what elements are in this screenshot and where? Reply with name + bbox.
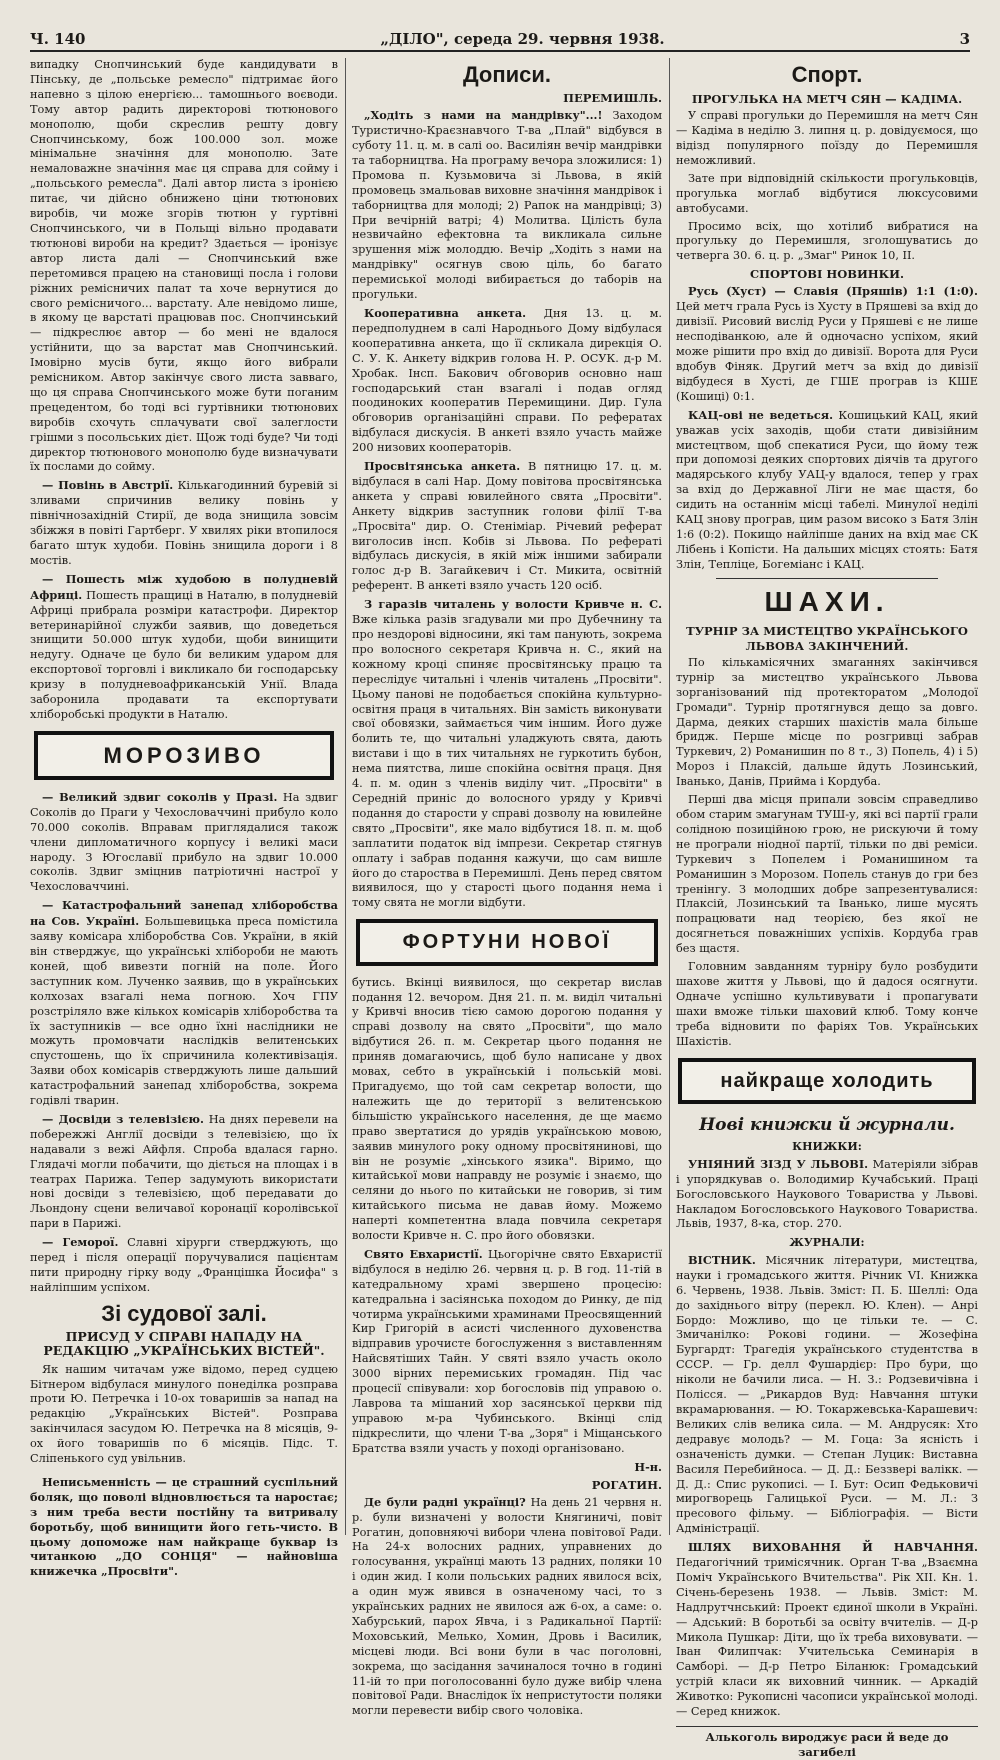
journal-entry bbox=[676, 1540, 978, 1720]
news-item-headline: Де були радні українці? bbox=[364, 1494, 526, 1509]
news-item bbox=[352, 1247, 662, 1457]
news-item-body: Цьогорічне свято Евхаристії відбулося в неділю 26. червня ц. р. В год. 11-тій в катедральному храмі звершено процесію: катедральна і засіянська походом до Ринку, де під чотирма українськими храминами Преосвященний Кир Григорій в асисті численного духовенства відправив урочисте богослуження з виставленням Найсвятіших Тайн. У святі взяло участь около 3000 вірних перемиських громадян. Під час процесії співували: хор богословів під управою о. Лаврова та мішаний хор засянської церкви під управою м-ра Чубинського. Вкінці слід підкреслити, що члени Т-ва „Зоря" і Міщанського Братства взяли участь у поході організовано. bbox=[352, 1247, 662, 1455]
news-item-headline: З гаразів читалень у волости Кривче н. С. bbox=[364, 597, 662, 612]
page-number-right: 3 bbox=[959, 30, 970, 48]
section-title-correspondence: Дописи. bbox=[462, 62, 552, 87]
news-item bbox=[30, 1112, 338, 1232]
article-continuation: бутись. Вкінці виявилося, що секретар вислав подання 12. вечором. Дня 21. п. м. виділ читальні у Кривчі вносив тією самою дорогою подання у справі дозволу на свято „Просвіти", що мало відбутися 26. п. м. Секретар цього подання не приняв домагаючись, щоб було написане у двох мовах, себто в українській і польській мові. Пригадуємо, що той сам секретар волости, що належить ще до території з велитенською більшістю українського населення, де ще маємо право звертатися до урядів українською мовою, заявив минулого року одному просвітянинові, що він не розуміє „хінського язика". Віримо, що китайської мови направду не розуміє і знаємо, що селяни до нього по китайськи не говорив, зі тим китайського письма не давав йому. Можемо наперті компетентна влада повчила секретаря волости Кривче н. С. про його обовязки. bbox=[352, 975, 662, 1243]
chess-subheadline: ТУРНІР ЗА МИСТЕЦТВО УКРАЇНСЬКОГО ЛЬВОВА ЗАКІНЧЕНИЙ. bbox=[686, 623, 968, 653]
journal-title: ШЛЯХ ВИХОВАННЯ Й НАВЧАННЯ. bbox=[688, 1540, 978, 1555]
column-divider bbox=[669, 58, 670, 1535]
news-item-body: На здвиг Соколів до Праги у Чехословаччині прибуло коло 70.000 соколів. Вправам приглядалися також члени дипломатичного корпусу і великі маси народу. З Югославії прибуло на здвиг 10.000 соколів. Здвиг зміцнив патріотичні настрої у Чехословаччині. bbox=[30, 790, 338, 894]
book-title: УНІЯНИЙ ЗІЗД У ЛЬВОВІ. bbox=[688, 1156, 869, 1171]
chess-paragraph: Головним завданням турніру було розбудити шахове життя у Львові, що й дадося осягнути. Одначе успішно культивувати і пропагувати шахи вможе тільки шаховий клюб. Тому конче треба відновити по фаріях Тов. Українських Шахістів. bbox=[676, 960, 978, 1048]
section-title-books: Нові книжки й журнали. bbox=[699, 1114, 955, 1135]
news-item-body: Дня 13. ц. м. передполуднем в салі Народнього Дому відбулася кооперативна анкета, що її скликала дирекція О. С. У. К. Анкету відкрив голова Н. Р. ОСУК. д-р М. Хробак. Інсп. Бакович обговорив основно наш господарський стан взагалі і подав огляд поодиноких кооператив Перемищини. Дир. Гула обговорив організаційні справи. По рефератах відбулася дискусія. В анкеті взяло участь майже 200 низових кооператорів. bbox=[352, 306, 662, 455]
news-item-headline: — Геморої. bbox=[42, 1235, 119, 1250]
news-item bbox=[352, 1495, 662, 1720]
court-article: Як нашим читачам уже відомо, перед судцею Бітнером відбулася минулого понеділка розправа проти Ю. Петречка і 10-ох товаришів за напад на редакцію „Українських Вістей". Розправа закінчилася засудом Ю. Петречка на 8 місяців, 9-ох його товаришів по 6 місяців. Підс. Т. Сліпенького суд увільнив. bbox=[30, 1362, 338, 1466]
news-item bbox=[30, 478, 338, 568]
news-item-headline: Кооперативна анкета. bbox=[364, 305, 527, 320]
news-item bbox=[352, 108, 662, 303]
news-item-body: Вже кілька разів згадували ми про Дубечнину та про нездорові відносини, які там панують, зокрема про волосного секретаря Кривча н. С., який на кожному кроці спиняє просвітянську працю та переслідує читальні і членів читалень „Просвіти". Цьому панові не подобається спокійна культурно-освітня праця в читальнях. Він замість виконувати свої обовязки, займається чим іншим. Його дуже болить те, що читальні уладжують свята, дають вистави і що в тих читальнях не гуркотить бубон, нема пиятства, лише спокійна освітня праця. Дня 4. п. м. один з членів виділу чит. „Просвіти" в Середній приніс до волосного уряду у Кривчі подання до старости у справі дозволу на ювилейне свято „Просвіти", яке мало відбутися 18. п. м. щоб заплатити податок від імпрези. Секретар стягнув оплату і забрав подання кажучи, що сам вишле його до староства в Перемишлі. День перед святом виявилося, що у старості цього подання нема і тому свята не могли відбути. bbox=[352, 613, 662, 910]
news-item bbox=[30, 790, 338, 895]
news-item bbox=[676, 284, 978, 404]
section-divider bbox=[716, 578, 938, 579]
sport-paragraph: Зате при відповідній скількости прогульковців, прогулька моглаб відбутися люксусовими автобусами. bbox=[676, 171, 978, 215]
news-item-headline: КАЦ-ові не ведеться. bbox=[688, 407, 834, 422]
bottom-slogan: Алькоголь вироджує раси й веде до загибелі bbox=[676, 1726, 978, 1760]
sport-paragraph: У справі прогульки до Перемишля на метч Сян — Кадіма в неділю 3. липня ц. р. довідуємося, що відізд популярного поїзду до Перемишля неможливий. bbox=[676, 109, 978, 167]
court-subheadline: ПРИСУД У СПРАВІ НАПАДУ НА РЕДАКЦІЮ „УКРАЇНСЬКИХ ВІСТЕЙ". bbox=[43, 1328, 325, 1359]
news-item-headline: — Повінь в Австрії. bbox=[42, 478, 174, 493]
author-signature: Н-н. bbox=[634, 1459, 662, 1474]
masthead bbox=[30, 26, 970, 52]
section-title-court: Зі судової залі. bbox=[101, 1300, 267, 1326]
journal-title: ВІСТНИК. bbox=[688, 1252, 756, 1267]
news-item bbox=[30, 572, 338, 723]
literacy-notice: Неписьменність — це страшний суспільний боляк, що поволі відновлюється та наростає; з ним треба вести постійну та витривалу боротьбу, щоб винищити його геть-чисто. В цьому допоможе нам найкраще буквар із читанкою „ДО СОНЦЯ" — найновіша книжечка „Просвіти". bbox=[30, 1474, 338, 1579]
chess-paragraph: Перші два місця припали зовсім справедливо обом старим змагунам ТУШ-у, які всі партії грали солідною позиційною грою, не рискуючи й тому не програли ніодної партії, тільки по дві реміси. Туркевич з Попелем і Романишином та Романишин з Морозом. Попель станув до гри без тренінгу. З молодших добре запрезентувалися: Плаксій, Лозинський та Іванько, лише мусять попрацювати над теорією, без якої не досягнеться поважніших успіхів. Кордуба грав без щастя. bbox=[676, 793, 978, 956]
ad-naikrashche-kholodyt: найкраще холодить bbox=[678, 1058, 976, 1104]
news-item-headline: Русь (Хуст) — Славія (Пряшів) 1:1 (1:0). bbox=[688, 284, 978, 299]
news-item-headline: — Великий здвиг соколів у Празі. bbox=[42, 789, 278, 804]
column-left bbox=[30, 58, 338, 1579]
column-divider bbox=[345, 58, 346, 1535]
news-item bbox=[352, 306, 662, 456]
news-item bbox=[30, 1235, 338, 1296]
article-continuation: випадку Снопчинський буде кандидувати в Пінську, де „польське ремесло" підтримає його напевно з цілою енергією... тамошнього воєводи. Тому автор радить директорові тютюнового монополю, щоби скреслив решту довгу Снопчинському, бож 100.000 зол. може мінімальне значіння для монополю. Зате немаловажне значіння має ця справа для сойму і „польського ремесла". Далі автор листа з іронією питає, чи дійсно обнижено ціни тютюнових виробів, чи може згорів тютюн у гуртівні Снопчинського, чи в Польщі вільно продавати тютюнові вироби на кредит? Здається — іронізує автор листа далі — Снопчинський вже перетомився працею на становищі посла і голови ріжних ремісничих палат та хоче вернутися до свого ремісничого... варстату. Але невідомо лише, в якому це варстаті працював пос. Снопчинський — підкреслює автор — бо мені не вдалося устійнити, що за варстат мав Снопчинський. Імовірно мусів бути, якщо його вибрали ремісником. Автор закінчує свого листа завваго, що ця справа Снопчинського може бути поганим прецедентом, бо тоді всі гуртівники тютюнових виробів схочуть сплачувати свої залеглости грішми з посольських дієт. Щож тоді буде? Чи тоді директор тютюнового монополю буде визначувати їх послами до сойму. bbox=[30, 58, 338, 474]
chess-paragraph: По кількамісячних змаганнях закінчився турнір за мистецтво українського Львова зорганізований під протекторатом „Молодої Громади". Турнір протягнувся дещо за довго. Дарма, деяких старших шахістів мала більше бридж. Перше місце по розгривці забрав Туркевич, 2) Романишин по 8 т., 3) Попель, 4) і 5) Мороз і Плаксій, дальше йдуть Лозинський, Іванько, Данів, Прийма і Кордуба. bbox=[676, 655, 978, 789]
ad-morozyvo: МОРОЗИВО bbox=[34, 731, 334, 780]
dateline-rohatyn: РОГАТИН. bbox=[591, 1477, 662, 1492]
news-item bbox=[30, 898, 338, 1109]
news-item-body: Большевицька преса помістила заяву комісара хліборобства Сов. України, в якій він стверджує, що українські хлібороби не мають коней, щоб вивезти погній на поле. Його заступник ком. Лученко заявив, що в українських колхозах взагалі нема погною. Хоч ГПУ розстріляло вже кількох комісарів хліборобства та їх заступників — все одно їхні наслідники не можуть промовчати наслідків велитенських спустошень, що їх спричинила колективізація. Заяви обох комісарів стверджують лише дальший катастрофальний занепад хліборобства, зокрема годівлі тварин. bbox=[30, 915, 338, 1108]
column-right bbox=[676, 58, 978, 1760]
book-description: Матеріяли зібрав і упорядкував о. Володимир Кучабський. Праці Богословського Наукового Товариства у Львові. Накладом Богословського Наукового Товариства. Львів, 1937, 8-ка, стор. 270. bbox=[676, 1157, 978, 1231]
news-item-headline: — Досвіди з телевізією. bbox=[42, 1111, 204, 1126]
news-item-headline: — Пошесть між худобою в полудневій Африці. bbox=[30, 571, 338, 602]
sport-paragraph: Просимо всіх, що хотілиб вибратися на прогульку до Перемишля, зголошуватись до четверга 30. 6. ц. р. „Змаг" Ринок 10, II. bbox=[676, 219, 978, 263]
ad-fortuny-novoi: ФОРТУНИ НОВОЇ bbox=[356, 919, 658, 965]
column-middle bbox=[352, 58, 662, 1718]
book-entry bbox=[676, 1157, 978, 1233]
dateline-peremyshl: ПЕРЕМИШЛЬ. bbox=[563, 91, 662, 106]
news-item-headline: Свято Евхаристії. bbox=[364, 1246, 483, 1261]
journals-subheadline: ЖУРНАЛИ: bbox=[789, 1236, 865, 1250]
newspaper-title-date: „ДІЛО", середа 29. червня 1938. bbox=[380, 30, 665, 48]
news-item-body: На день 21 червня н. р. були визначені у волости Княгиничі, повіт Рогатин, доповняючі вибори члена повітової Ради. На 24-х волосних радних, управнених до голосування, українці мають 13 радних, поляки 10 і один жид. І коли польських радних явилося всіх, а один муж явився в означеному часі, то з українських радних не явилося аж 6-ох, а саме: о. Хабурський, парох Явча, і з Радикальної Партії: Моховський, Мелько, Хомин, Дровь і Василик, місцеві люди. Всі вони були в час поголовні, зокрема, що засідання зачиналося точно в годині 11-ій то при поголосованні було дуже вибір члена повітової Ради. Внаслідок їх непристутости поляки могли перевести вибір свого чоловіка. bbox=[352, 1495, 662, 1718]
news-item-body: Заходом Туристично-Краєзнавчого Т-ва „Плай" відбувся в суботу 11. ц. м. в салі оо. Василіян вечір мандрівки та таборництва. На програму вечора зложилися: 1) Промова п. Кузьмовича зі Львова, в якій промовець змальовав виховне значіння мандрівок і таборництва для молоді; 2) Рапок на мандрівці; 3) При вечірній ватрі; 4) Молитва. Цілість була незвичайно ефектовна та викликала сильне зрушення між молоддю. Вечір „Ходіть з нами на мандрівку" осягнув свою ціль, бо багато перемиської молоді вибирається до таборів на прогульки. bbox=[352, 109, 662, 302]
news-item-body: Пошесть пращиці в Наталю, в полудневій Африці прибрала розміри катастрофи. Директор ветеринарійної служби заявив, що доведеться знищити 50.000 штук худоби, щоби винищити недугу. Одначе це було би великим ударом для експортової торговлі і викликало би господарську кризу в полудневоафриканській Унії. Влада заборонила продавати та експортувати хліборобські продукти в Наталю. bbox=[30, 588, 338, 721]
news-item bbox=[676, 408, 978, 573]
news-item-body: Кошицький КАЦ, який уважав усіх заходів, щоби стати дивізійним мистецтвом, щоб спекатися Руси, що йому теж при допомозі деяких спортових діячів та другого мадярського клубу УАЦ-у вдалося, тепер у грах за вхід до Державної Ліги не має щастя, бо сидить на останнім місці табелі. Минулої неділі КАЦ знову програв, цим разом високо з Батя Злін 1:6 (0:2). Покищо найліпше даних на вхід має СК Лібень і Копісти. На дальших місцях стоять: Батя Злін, Тепліце, Богеміанс і КАЦ. bbox=[676, 408, 978, 571]
news-item-headline: Просвітянська анкета. bbox=[364, 459, 521, 474]
news-item-body: Цей метч грала Русь із Хусту в Пряшеві за вхід до дивізії. Рисовий вислід Руси у Пряшеві є не лише несподіванкою, але й одночасно успіхом, який може рішити про вхід до дивізії. Ворота для Руси вдобув Фіняк. Другий метч за вхід до дивізії відбудеся в Хусті, де ГШЕ програв із КШЕ (Кошиці) 0:1. bbox=[676, 300, 978, 403]
news-item-headline: — Катастрофальний занепад хліборобства на Сов. Україні. bbox=[30, 898, 338, 929]
news-item-body: Кількагодинний буревій зі зливами спричинив велику повінь у північнозахідній Стирії, де вода знищила зовсім збіжжя в повіті Гартберг. У хвилях ріки втопилося багато штук худоби. Повінь знищила дороги і 8 мостів. bbox=[30, 479, 338, 567]
news-item-body: На днях перевели на побережжі Англії досвіди з телевізією, що їх надавали з вежі Айфля. Спроба вдалася гарно. Глядачі могли побачити, що діється на площах і в театрах Парижа. Тепер задумують використати нові досвіди з телевізією, щоб передавати до Льондону сцени величавої коронації королівської пари в Парижі. bbox=[30, 1112, 338, 1231]
news-item bbox=[352, 597, 662, 911]
section-title-chess: ШАХИ. bbox=[764, 585, 890, 617]
journal-description: Місячник літератури, мистецтва, науки і громадського життя. Річник VI. Книжка 6. Червень, 1938. Львів. Зміст: П. Б. Шеллі: Ода до західнього вітру (перекл. Ю. Клен). — Анрі Бордо: Можливо, що це тільки те. — С. Змичанілко: Рокові години. — Жозефіна Бургардт: Трагедія українського студентства в СССР. — Гр. делл Фушардієр: Про бури, що ніколи не бачили лиса. — Н. З.: Родзевичівна і Полісся. — „Рикардов Вуд: Навчання штуки вкрамарювання. — Ю. Токаржевська-Карашевич: Великих слів велика сила. — М. Андрусяк: Хто дедравує молодь? — М. Гоца: За ясність і означеність думки. — Степан Луцик: Виставна Василя Перебийноса. — Д. Д.: Беззвері валікк. — Д. Д.: Спис рукописі. — І. Бут: Осип Федьковичі мирогворець Галицької Руси. — М. Л.: З пресового фільму. — Бібліографія. — Вісти Адміністрації. bbox=[676, 1253, 978, 1536]
journal-entry bbox=[676, 1253, 978, 1537]
sport-news-subheadline: СПОРТОВІ НОВИНКИ. bbox=[749, 267, 905, 282]
journal-description: Педагогічний тримісячник. Орган Т-ва „Взаємна Поміч Українського Вчительства". Рік XII. Кн. 1. Січень-березень 1938. — Львів. Зміст: М. Надлрутчнський: Проект єдиної школи в Україні. — Адський: В боротьбі за освіту вчителів. — Д-р Микола Пушкар: Діти, що їх треба виховувати. — Іван Филипчак: Учительська Семинарія в Самборі. — Д-р Петро Біланюк: Громадський устрій класи як виховний чинник. — Аркадій Животко: Рукописні часописи української молоді. — Серед книжок. bbox=[676, 1556, 978, 1719]
news-item-headline: „Ходіть з нами на мандрівку"...! bbox=[364, 108, 603, 123]
page-number: Ч. 140 bbox=[30, 30, 86, 48]
news-item-body: В пятницю 17. ц. м. відбулася в салі Нар. Дому повітова просвітянська анкета у справі ювилейного свята „Просвіти". Анкету відкрив заступник голови філії Т-ва „Просвіта" дир. О. Стеніміар. Річевий реферат виголосив інсп. Кобів зі Львова. По рефераті відбулась дискусія, в якій між іншими забирали голос д-р В. Загайкевич і Ст. Микита, освітній референт. В анкеті взяло участь 120 осіб. bbox=[352, 460, 662, 593]
section-title-sport: Спорт. bbox=[791, 62, 863, 87]
books-subheadline: КНИЖКИ: bbox=[792, 1140, 862, 1154]
sport-subheadline: ПРОГУЛЬКА НА МЕТЧ СЯН — КАДІМА. bbox=[691, 92, 963, 107]
news-item-body: Славні хірурги стверджують, що перед і після операції поручувалися пацієнтам пити природну гірку воду „Францішка Йосифа" з найліпшим успіхом. bbox=[30, 1236, 338, 1294]
news-item bbox=[352, 459, 662, 594]
